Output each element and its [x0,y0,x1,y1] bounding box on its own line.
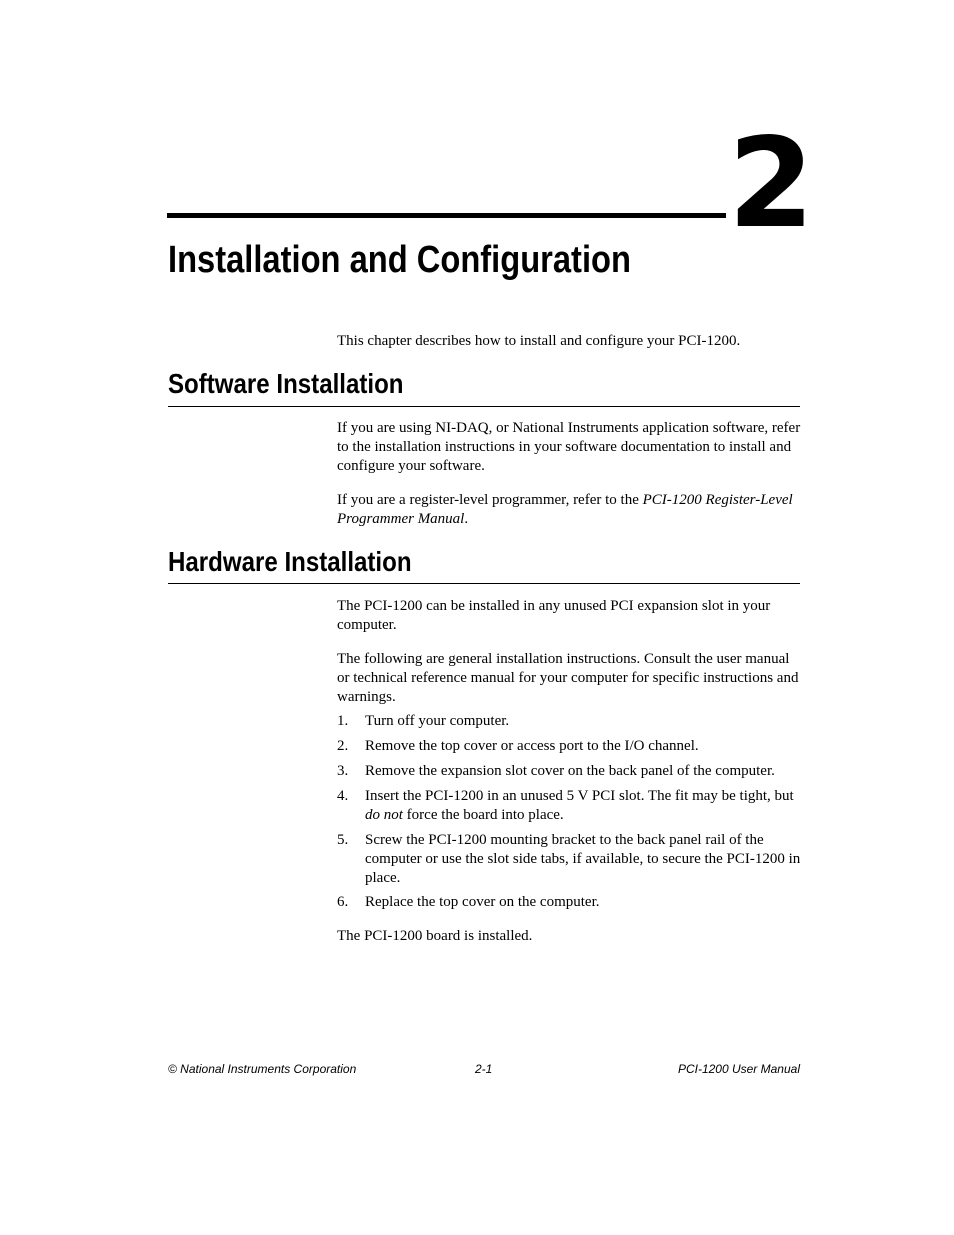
step-text: Screw the PCI-1200 mounting bracket to the back panel rail of the computer or use the slot side tabs, if available, to secure the PCI-1200 in place. [365,832,801,886]
chapter-rule [167,213,726,218]
step-emphasis: do not [365,807,403,823]
list-item [337,787,801,825]
step-number: 1. [337,713,349,729]
step-number: 3. [337,763,349,779]
register-level-manual-title: PCI-1200 Register-Level Programmer Manual [337,492,793,527]
hardware-section-rule [168,583,800,584]
list-item [337,712,801,731]
software-para-2-suffix: . [464,511,469,527]
step-text: Remove the top cover or access port to the I/O channel. [365,738,699,754]
step-number: 5. [337,832,349,848]
chapter-number: 2 [728,112,813,256]
hardware-installation-heading: Hardware Installation [168,546,412,577]
step-text [365,787,801,825]
list-item [337,831,801,888]
list-item [337,762,801,781]
footer-page-number: 2-1 [475,1062,493,1076]
step-number: 6. [337,894,349,910]
hardware-closing: The PCI-1200 board is installed. [337,928,533,944]
software-para-1: If you are using NI-DAQ, or National Instruments application software, refer to the installation instructions in your software documentation to install and configure your software. [337,420,801,474]
step-number: 2. [337,738,349,754]
step-text: Replace the top cover on the computer. [365,894,600,910]
list-item [337,737,801,756]
footer-copyright: © National Instruments Corporation [168,1062,357,1076]
software-para-2 [337,491,801,529]
step-text-part-b: force the board into place. [402,807,564,823]
step-text-part-a: Insert the PCI-1200 in an unused 5 V PCI slot. The fit may be tight, but [365,788,794,804]
footer-manual-title: PCI-1200 User Manual [677,1062,800,1076]
list-item [337,893,801,912]
software-para-2-prefix: If you are a register-level programmer, refer to the [337,492,643,508]
hardware-para-1: The PCI-1200 can be installed in any unused PCI expansion slot in your computer. [337,598,771,633]
hardware-para-2: The following are general installation instructions. Consult the user manual or technical reference manual for your computer for specific instructions and warnings. [337,651,799,705]
step-text: Turn off your computer. [365,713,510,729]
step-text: Remove the expansion slot cover on the back panel of the computer. [365,763,775,779]
step-number: 4. [337,788,349,804]
software-section-rule [168,406,800,407]
chapter-title: Installation and Configuration [168,239,631,281]
software-installation-heading: Software Installation [168,368,404,399]
chapter-intro: This chapter describes how to install and configure your PCI-1200. [337,333,741,349]
